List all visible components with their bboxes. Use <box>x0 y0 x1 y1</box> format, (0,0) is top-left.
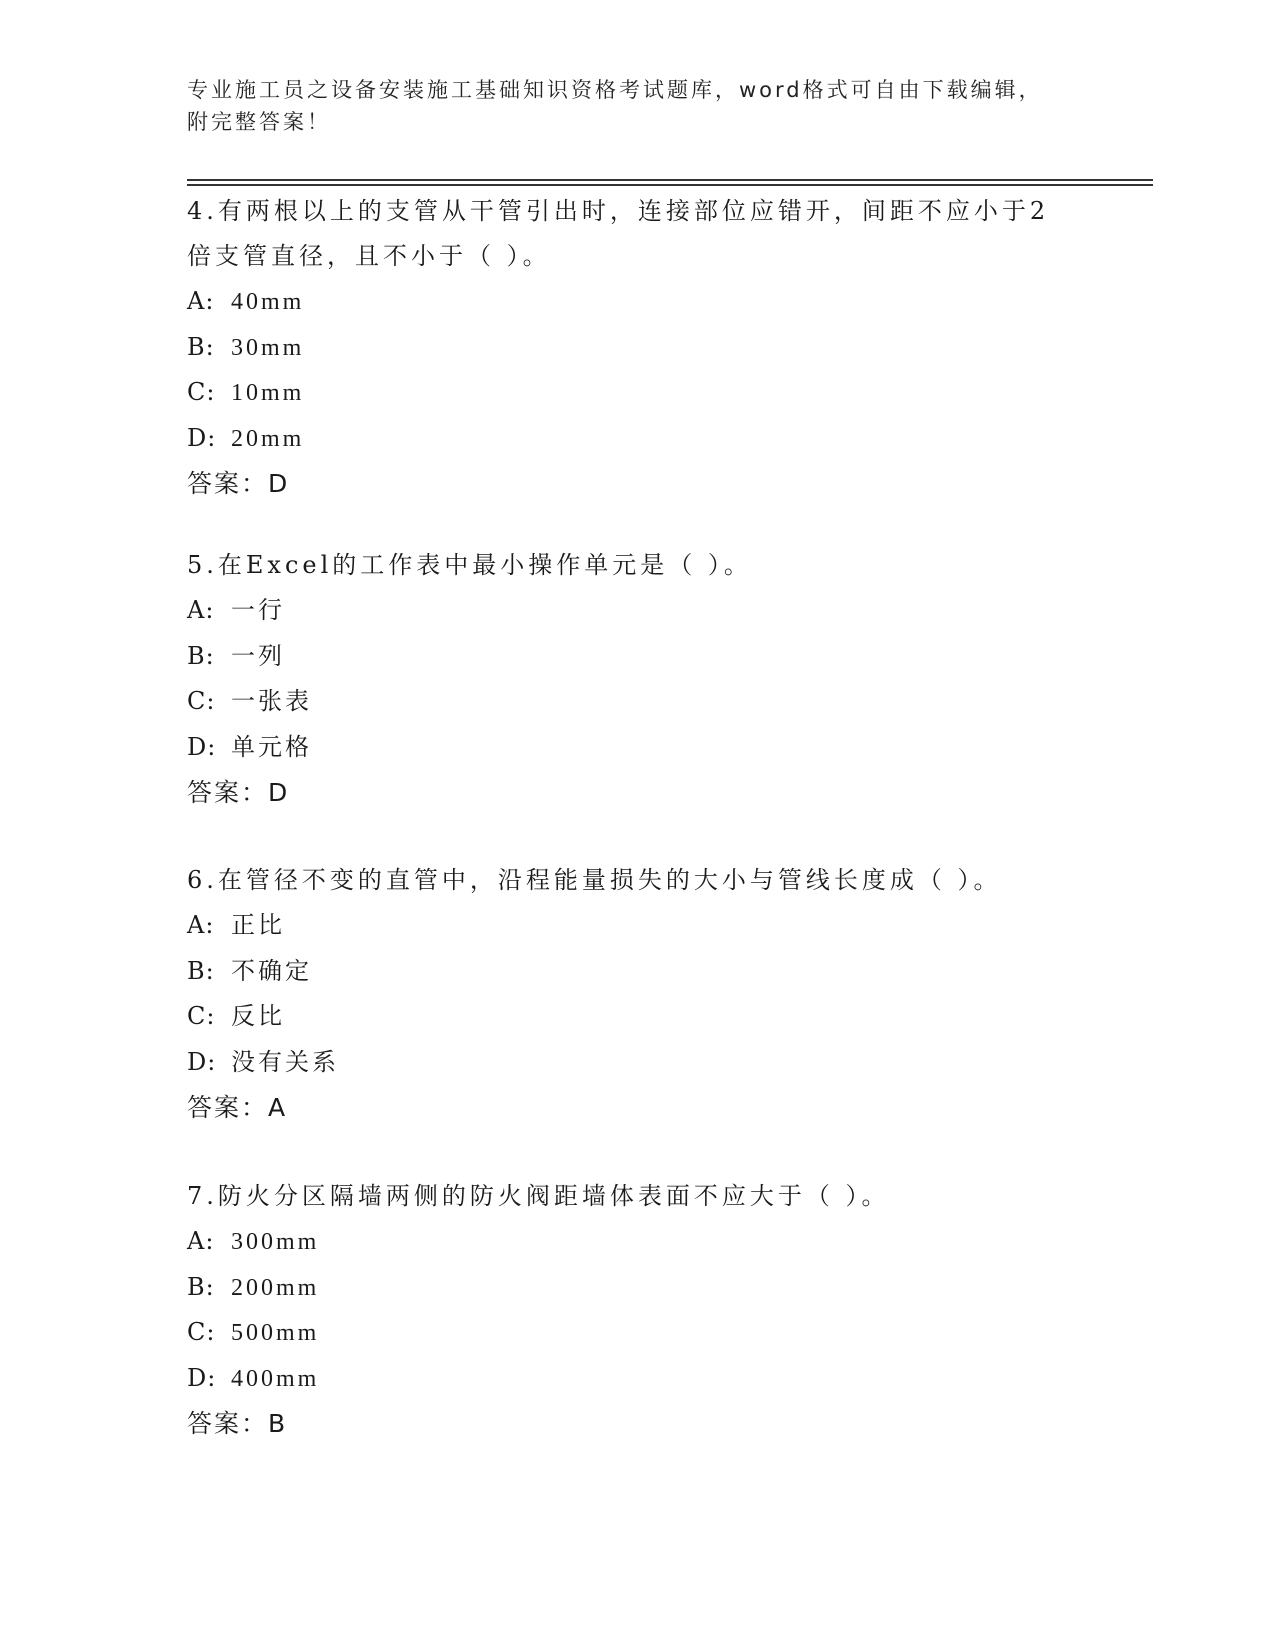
option-text: 500mm <box>231 1320 320 1346</box>
option-text: 30mm <box>231 334 305 361</box>
option-c <box>187 679 1087 725</box>
answer-line <box>187 1401 1087 1446</box>
document-header: 专业施工员之设备安装施工基础知识资格考试题库，word格式可自由下载编辑，附完整答案！ <box>187 78 1043 134</box>
question-stem: 4.有两根以上的支管从干管引出时，连接部位应错开，间距不应小于2倍支管直径，且不小于（ ）。 <box>187 197 1050 270</box>
answer-value: D <box>268 778 289 807</box>
option-text: 不确定 <box>231 958 312 985</box>
answer-value: D <box>268 469 289 498</box>
option-c <box>187 994 1087 1040</box>
option-d <box>187 416 1087 462</box>
answer-line <box>187 461 1087 506</box>
answer-line <box>187 1085 1087 1130</box>
question-stem: 7.防火分区隔墙两侧的防火阀距墙体表面不应大于（ ）。 <box>187 1182 890 1210</box>
option-letter: D: <box>187 732 217 761</box>
answer-value: A <box>268 1093 287 1122</box>
option-letter: D: <box>187 1363 217 1392</box>
option-c <box>187 370 1087 416</box>
option-letter: C: <box>187 378 216 406</box>
option-b <box>187 1265 1087 1311</box>
option-b <box>187 634 1087 680</box>
option-letter: B: <box>187 332 215 361</box>
option-b <box>187 949 1087 995</box>
option-letter: A: <box>187 1227 215 1255</box>
question-block <box>187 189 1087 506</box>
answer-value: B <box>268 1409 287 1438</box>
answer-label: 答案： <box>187 469 269 498</box>
option-d <box>187 725 1087 771</box>
option-c <box>187 1310 1087 1356</box>
answer-line <box>187 770 1087 815</box>
question-stem: 6.在管径不变的直管中，沿程能量损失的大小与管线长度成（ ）。 <box>187 866 1002 894</box>
option-text: 没有关系 <box>231 1049 339 1076</box>
header-divider-top <box>187 179 1153 181</box>
option-text: 正比 <box>231 913 285 939</box>
answer-label: 答案： <box>187 1409 269 1438</box>
option-text: 10mm <box>231 380 305 406</box>
option-text: 20mm <box>231 425 305 452</box>
option-text: 反比 <box>231 1004 285 1030</box>
option-d <box>187 1040 1087 1086</box>
option-text: 300mm <box>231 1229 320 1255</box>
question-block <box>187 543 1087 815</box>
answer-label: 答案： <box>187 778 269 807</box>
option-letter: B: <box>187 641 215 670</box>
option-a <box>187 1219 1087 1265</box>
option-text: 单元格 <box>231 734 312 761</box>
header-divider-bottom <box>187 184 1153 186</box>
option-d <box>187 1356 1087 1402</box>
option-a <box>187 588 1087 634</box>
option-a <box>187 279 1087 325</box>
option-text: 200mm <box>231 1274 320 1301</box>
question-stem: 5.在Excel的工作表中最小操作单元是（ ）。 <box>187 551 752 579</box>
option-letter: A: <box>187 911 215 939</box>
option-b <box>187 325 1087 371</box>
option-letter: B: <box>187 956 215 985</box>
option-text: 一列 <box>231 643 285 670</box>
option-letter: A: <box>187 596 215 624</box>
answer-label: 答案： <box>187 1093 269 1122</box>
option-letter: B: <box>187 1272 215 1301</box>
option-letter: A: <box>187 287 215 315</box>
option-letter: D: <box>187 423 217 452</box>
option-letter: D: <box>187 1047 217 1076</box>
question-block <box>187 858 1087 1130</box>
option-letter: C: <box>187 687 216 715</box>
option-a <box>187 903 1087 949</box>
question-block <box>187 1174 1087 1446</box>
option-letter: C: <box>187 1002 216 1030</box>
option-text: 一行 <box>231 598 285 624</box>
option-text: 40mm <box>231 289 305 315</box>
option-text: 一张表 <box>231 689 312 715</box>
option-letter: C: <box>187 1318 216 1346</box>
option-text: 400mm <box>231 1365 320 1392</box>
